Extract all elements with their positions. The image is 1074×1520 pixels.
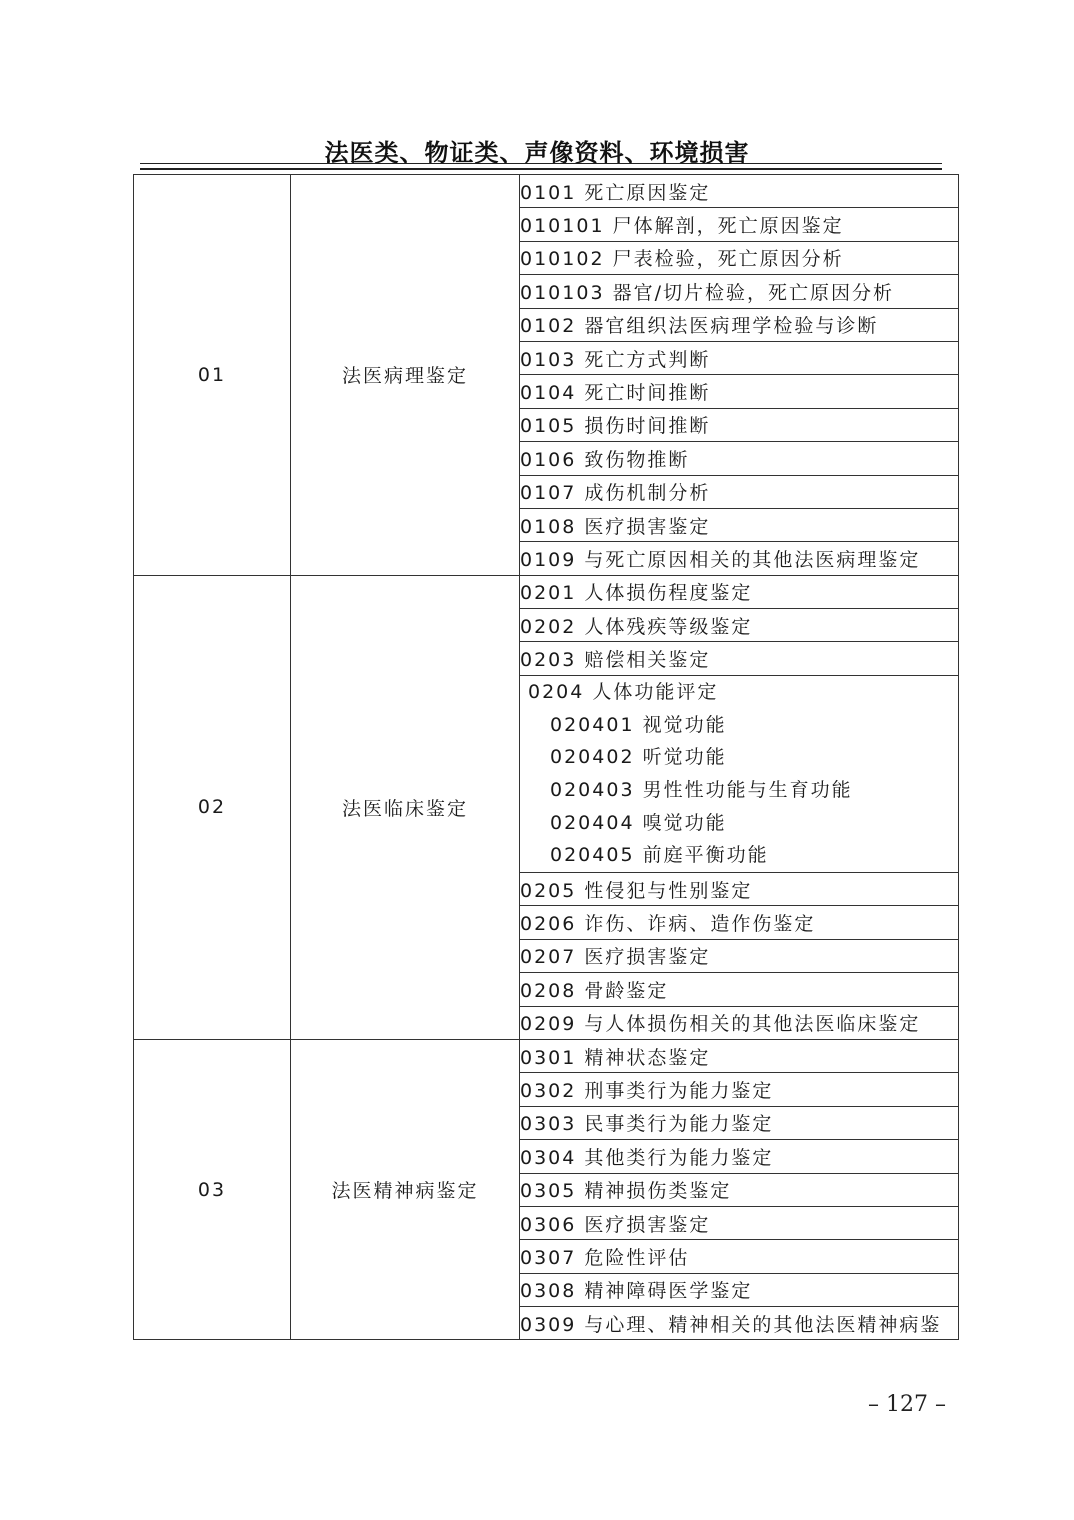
table-row	[134, 575, 959, 608]
section-code: 02	[134, 575, 291, 1039]
list-item: 0203 赔偿相关鉴定	[520, 642, 959, 675]
list-item: 0101 死亡原因鉴定	[520, 175, 959, 208]
block-line: 020404 嗅觉功能	[550, 811, 727, 834]
page-number: – 127 –	[868, 1392, 946, 1417]
list-item-sub: 010103 器官/切片检验，死亡原因分析	[520, 275, 959, 308]
list-item: 0208 骨龄鉴定	[520, 973, 959, 1006]
list-item: 0209 与人体损伤相关的其他法医临床鉴定	[520, 1006, 959, 1039]
section-name: 法医精神病鉴定	[291, 1039, 520, 1340]
list-item: 0308 精神障碍医学鉴定	[520, 1273, 959, 1306]
list-item: 0205 性侵犯与性别鉴定	[520, 872, 959, 905]
list-item: 0201 人体损伤程度鉴定	[520, 575, 959, 608]
table-row	[134, 1039, 959, 1072]
list-item: 0301 精神状态鉴定	[520, 1039, 959, 1072]
list-item: 0304 其他类行为能力鉴定	[520, 1140, 959, 1173]
block-line: 020403 男性性功能与生育功能	[550, 778, 853, 801]
block-line: 020402 听觉功能	[550, 746, 727, 769]
list-item: 0206 诈伤、诈病、造作伤鉴定	[520, 906, 959, 939]
list-item: 0305 精神损伤类鉴定	[520, 1173, 959, 1206]
list-item: 0108 医疗损害鉴定	[520, 508, 959, 541]
list-item: 0207 医疗损害鉴定	[520, 939, 959, 972]
list-item: 0105 损伤时间推断	[520, 408, 959, 441]
table-row	[134, 175, 959, 208]
list-item: 0309 与心理、精神相关的其他法医精神病鉴	[520, 1307, 959, 1340]
list-item: 0109 与死亡原因相关的其他法医病理鉴定	[520, 542, 959, 575]
function-assessment-block	[520, 675, 959, 872]
list-item: 0303 民事类行为能力鉴定	[520, 1106, 959, 1139]
list-item: 0307 危险性评估	[520, 1240, 959, 1273]
section-name: 法医病理鉴定	[291, 175, 520, 576]
list-item: 0106 致伤物推断	[520, 442, 959, 475]
list-item: 0202 人体残疾等级鉴定	[520, 609, 959, 642]
list-item-sub: 010102 尸表检验，死亡原因分析	[520, 241, 959, 274]
block-line: 020405 前庭平衡功能	[550, 844, 769, 867]
list-item: 0104 死亡时间推断	[520, 375, 959, 408]
block-line: 020401 视觉功能	[550, 713, 727, 736]
section-code: 03	[134, 1039, 291, 1340]
list-item-sub: 010101 尸体解剖，死亡原因鉴定	[520, 208, 959, 241]
block-title: 0204 人体功能评定	[528, 680, 719, 703]
appraisal-catalog-table	[133, 174, 959, 1340]
header-rule-thin	[140, 163, 942, 164]
list-item: 0302 刑事类行为能力鉴定	[520, 1073, 959, 1106]
list-item: 0107 成伤机制分析	[520, 475, 959, 508]
list-item: 0103 死亡方式判断	[520, 341, 959, 374]
list-item: 0306 医疗损害鉴定	[520, 1206, 959, 1239]
section-code: 01	[134, 175, 291, 576]
header-rule-thick	[140, 168, 942, 170]
section-name: 法医临床鉴定	[291, 575, 520, 1039]
list-item: 0102 器官组织法医病理学检验与诊断	[520, 308, 959, 341]
page-header-title: 法医类、物证类、声像资料、环境损害	[324, 138, 750, 167]
